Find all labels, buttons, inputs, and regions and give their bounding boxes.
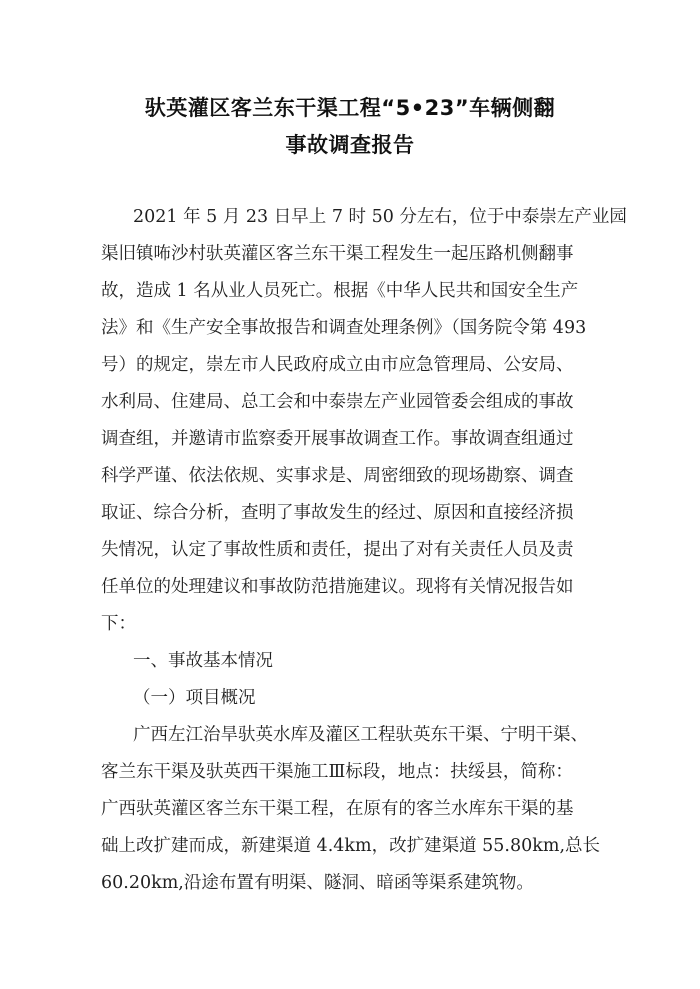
section-heading-1: 一、事故基本情况 (133, 651, 273, 671)
project-paragraph-line: 广西驮英灌区客兰东干渠工程，在原有的客兰水库东干渠的基 (101, 799, 574, 819)
report-title-line-2: 事故调查报告 (285, 133, 415, 157)
intro-paragraph-line: 2021 年 5 月 23 日早上 7 时 50 分左右，位于中泰崇左产业园 (133, 207, 627, 227)
project-paragraph-line: 础上改扩建而成，新建渠道 4.4km，改扩建渠道 55.80km,总长 (101, 836, 601, 856)
intro-paragraph-line: 取证、综合分析，查明了事故发生的经过、原因和直接经济损 (101, 503, 574, 523)
intro-paragraph-line: 任单位的处理建议和事故防范措施建议。现将有关情况报告如 (101, 577, 574, 597)
intro-paragraph-line: 水利局、住建局、总工会和中泰崇左产业园管委会组成的事故 (101, 392, 574, 412)
project-paragraph-line: 60.20km,沿途布置有明渠、隧洞、暗函等渠系建筑物。 (101, 873, 534, 893)
intro-paragraph-line: 号）的规定，崇左市人民政府成立由市应急管理局、公安局、 (101, 355, 574, 375)
intro-paragraph-line: 故，造成 1 名从业人员死亡。根据《中华人民共和国安全生产 (101, 281, 579, 301)
project-paragraph-line: 广西左江治旱驮英水库及灌区工程驮英东干渠、宁明干渠、 (133, 725, 588, 745)
intro-paragraph-line: 渠旧镇咘沙村驮英灌区客兰东干渠工程发生一起压路机侧翻事 (101, 244, 574, 264)
intro-paragraph-line: 下： (101, 614, 136, 634)
intro-paragraph-line: 科学严谨、依法依规、实事求是、周密细致的现场勘察、调查 (101, 466, 574, 486)
report-title-line-1: 驮英灌区客兰东干渠工程“5•23”车辆侧翻 (144, 96, 556, 120)
intro-paragraph-line: 法》和《生产安全事故报告和调查处理条例》（国务院令第 493 (101, 318, 587, 338)
subsection-heading-1-1: （一）项目概况 (133, 688, 256, 708)
intro-paragraph-line: 失情况，认定了事故性质和责任，提出了对有关责任人员及责 (101, 540, 574, 560)
intro-paragraph-line: 调查组，并邀请市监察委开展事故调查工作。事故调查组通过 (101, 429, 574, 449)
project-paragraph-line: 客兰东干渠及驮英西干渠施工Ⅲ标段，地点：扶绥县，简称： (101, 762, 573, 782)
